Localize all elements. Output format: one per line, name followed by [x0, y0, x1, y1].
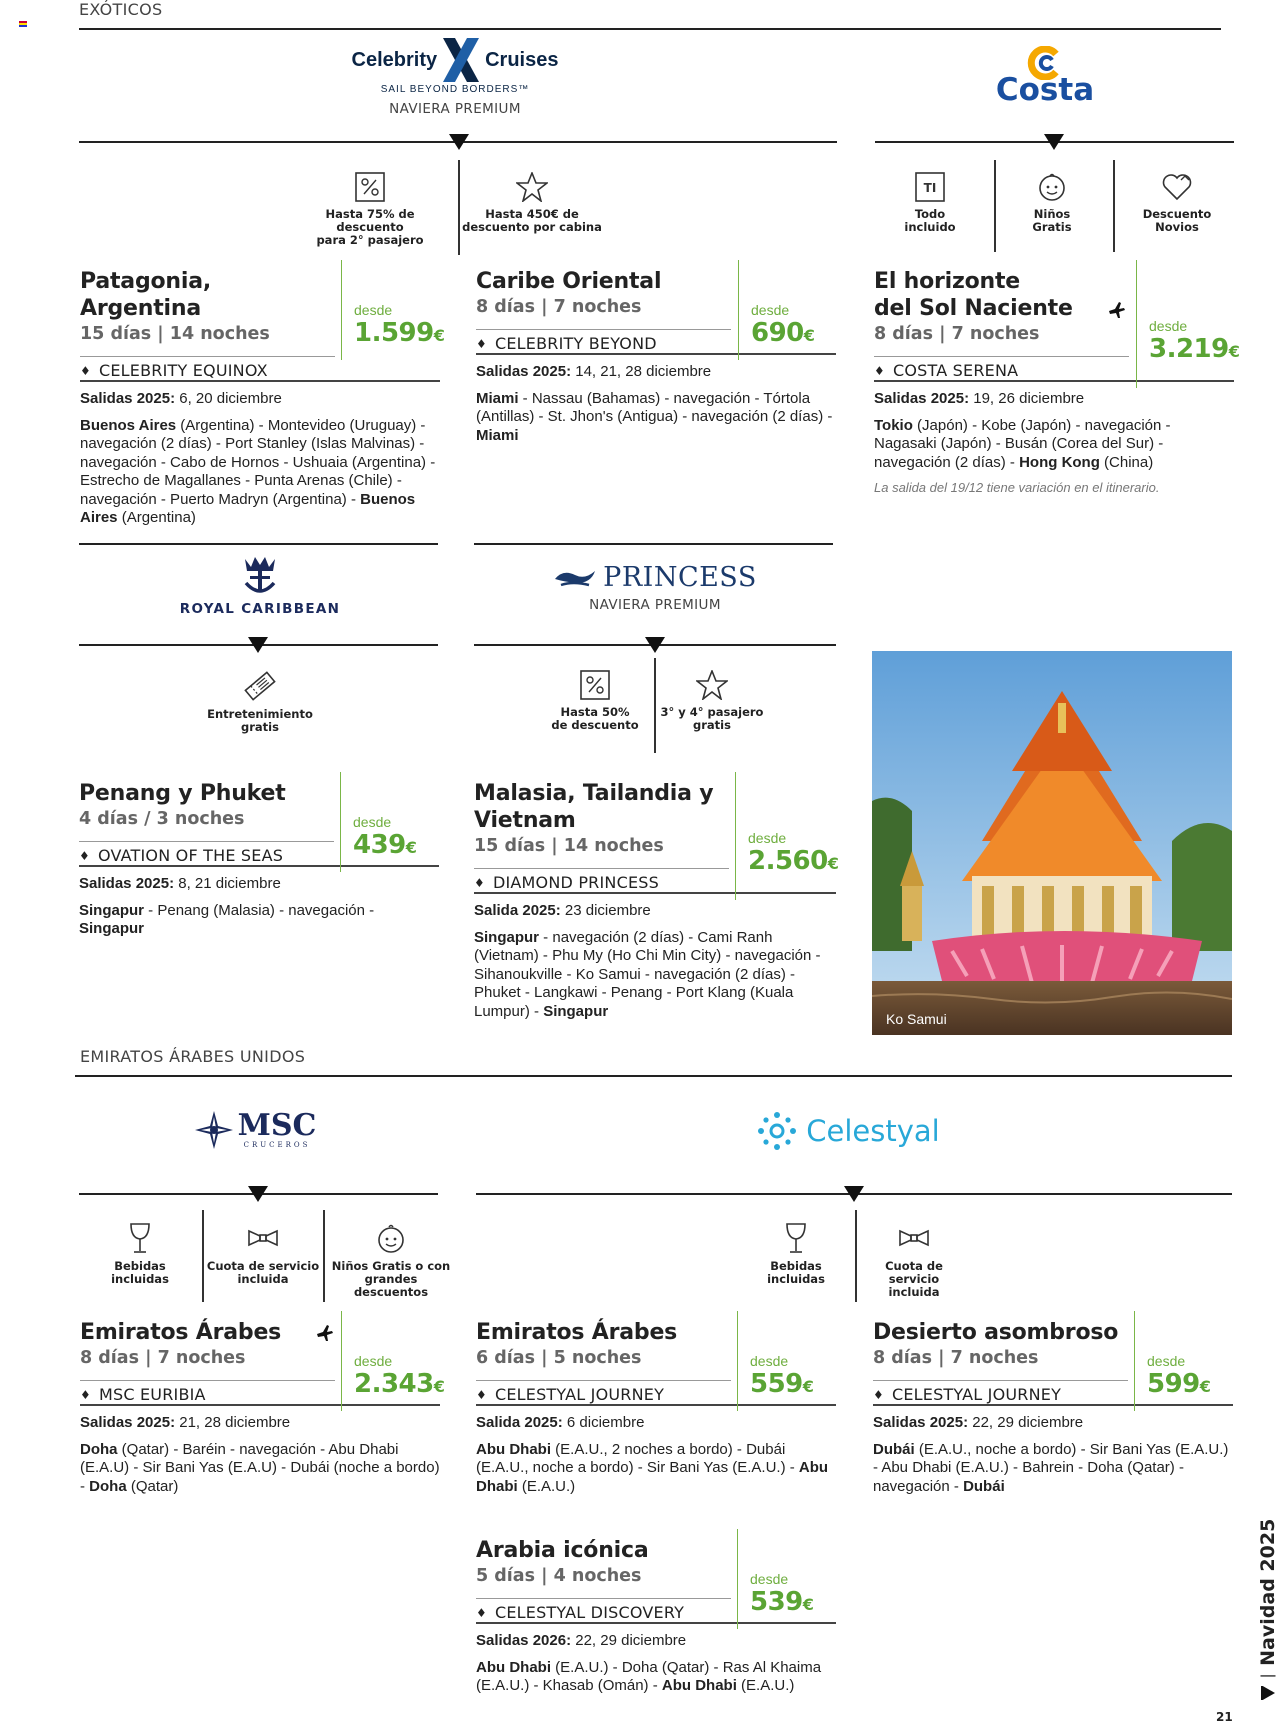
route-port-highlight: Hong Kong [1019, 453, 1100, 471]
msc-compass-icon [194, 1110, 234, 1150]
child-icon [1037, 172, 1067, 202]
benefit-line1: Todo [914, 207, 946, 221]
star-icon [516, 172, 548, 202]
benefit-line1: 3° y 4° pasajero [660, 705, 764, 719]
princess-logo [540, 562, 770, 613]
msc-name: MSC [237, 1108, 317, 1143]
celestyal-logo [748, 1110, 948, 1152]
cruise-salidas [476, 363, 836, 380]
price-box [341, 1311, 445, 1411]
salidas-label: Salidas 2026: [476, 1631, 572, 1649]
benefit-line1: Bebidas [770, 1259, 822, 1273]
benefit-line2: incluida [237, 1272, 289, 1286]
side-label-divider: | [1259, 1673, 1276, 1678]
route-port-highlight: Buenos Aires [80, 490, 416, 526]
salidas-label: Salidas 2025: [80, 1413, 176, 1431]
cruise-ship: ♦ OVATION OF THE SEAS [79, 846, 334, 865]
benefit-line1: Entretenimiento [207, 707, 313, 721]
route-text: - Nassau (Bahamas) - navegación - Tórtola (Antillas) - St. Jhon's (Antigua) - navegación (2 días) - [476, 389, 833, 425]
route-text: - Penang (Malasia) - navegación - [144, 901, 375, 919]
side-label-text: Navidad 2025 [1257, 1518, 1279, 1666]
glass-icon [127, 1222, 153, 1254]
benefit-line1: Niños [1033, 207, 1071, 221]
cruise-title: Penang y Phuket [79, 781, 286, 806]
cruise-duration: 8 días | 7 noches [874, 324, 1040, 344]
benefit-separator [855, 1210, 857, 1302]
bowtie-icon [898, 1222, 930, 1254]
price-box [1134, 1311, 1234, 1411]
price-currency: € [827, 854, 839, 873]
price-value [353, 830, 440, 860]
card-separator [80, 1380, 335, 1381]
route-text: (Qatar) [126, 1477, 179, 1495]
cruise-duration: 8 días | 7 noches [873, 1348, 1039, 1368]
cruise-title: Emiratos Árabes [476, 1320, 678, 1345]
cruise-route [79, 902, 439, 939]
cruise-salidas [80, 1414, 440, 1431]
price-value [750, 1369, 837, 1399]
princess-pointer-icon [645, 637, 665, 653]
route-text: (Japón) - Kobe (Japón) - navegación - Nagasaki (Japón) - Busán (Corea del Sur) - navegación (2 días) - [874, 416, 1171, 471]
benefit-princess-discount [545, 670, 645, 732]
cruise-salidas [80, 390, 440, 407]
salidas-dates: 6, 20 diciembre [175, 389, 282, 407]
price-desde: desde [1149, 318, 1188, 334]
princess-name: PRINCESS [603, 562, 757, 593]
benefit-line2: Novios [1155, 220, 1199, 234]
cruise-title-line2: del Sol Naciente [874, 296, 1073, 321]
route-text: (E.A.U.) - Doha (Qatar) - Ras Al Khaima (E.A.U.) - Khasab (Omán) - [476, 1658, 822, 1694]
celebrity-x-icon [441, 38, 481, 82]
price-value [1147, 1369, 1234, 1399]
route-port-highlight: Singapur [474, 928, 540, 946]
glass-icon [783, 1222, 809, 1254]
price-amount: 2.560 [748, 846, 828, 876]
benefit-msc-cuota [206, 1222, 320, 1286]
cruise-salidas [79, 875, 439, 892]
benefit-royal-entretenimiento [190, 670, 330, 734]
benefit-separator [458, 160, 460, 255]
card-separator [476, 1380, 731, 1381]
cruise-route [476, 390, 836, 446]
cruise-title: Caribe Oriental [476, 269, 662, 294]
msc-pointer-icon [248, 1186, 268, 1202]
salidas-dates: 23 diciembre [560, 901, 651, 919]
route-text: (E.A.U.) [736, 1676, 795, 1694]
celebrity-name-right: Cruises [485, 48, 559, 71]
ticket-icon [243, 670, 277, 702]
benefit-celestyal-cuota [858, 1222, 970, 1299]
star-icon [696, 670, 728, 700]
route-text: (E.A.U., noche a bordo) - Sir Bani Yas (E.A.U.) - Abu Dhabi (E.A.U.) - Bahrein - Doha (Qatar) - navegación - [873, 1440, 1229, 1495]
price-desde: desde [354, 1353, 393, 1369]
benefit-separator [994, 160, 996, 252]
cruise-salidas [873, 1414, 1233, 1431]
price-currency: € [405, 838, 417, 857]
cruise-duration: 15 días | 14 noches [80, 324, 270, 344]
route-port-highlight: Abu Dhabi [476, 1440, 551, 1458]
price-currency: € [803, 326, 815, 345]
route-port-highlight: Singapur [543, 1002, 609, 1020]
price-amount: 1.599 [354, 318, 434, 348]
costa-logo [990, 46, 1100, 108]
page-number: 21 [1216, 1710, 1233, 1724]
cruise-route [80, 1441, 440, 1497]
benefit-line1: Hasta 50% [560, 705, 630, 719]
salidas-dates: 22, 29 diciembre [968, 1413, 1084, 1431]
benefit-line1: Hasta 450€ de [485, 207, 579, 221]
route-port-highlight: Dubái [963, 1477, 1005, 1495]
cruise-ship: ♦ COSTA SERENA [874, 361, 1129, 380]
card-separator [80, 356, 335, 357]
salidas-label: Salidas 2025: [476, 362, 572, 380]
heart-icon [1161, 172, 1193, 202]
cruise-duration: 4 días / 3 noches [79, 809, 245, 829]
cruise-route [80, 417, 440, 528]
benefit-line1: Cuota de servicio [206, 1259, 320, 1273]
svg-text:TI: TI [923, 181, 937, 195]
benefit-separator [202, 1210, 204, 1302]
route-text: (Argentina) - Montevideo (Uruguay) - navegación (2 días) - Port Stanley (Islas Malvinas) - navegación - Cabo de Hornos - Ushuaia (Argentina) - Estrecho de Magallanes - Punta Arenas (Chile) - navegación - Puerto Madryn (Argentina) - [80, 416, 436, 508]
benefit-line2: Gratis [1032, 220, 1072, 234]
benefit-separator [654, 658, 656, 753]
price-amount: 2.343 [354, 1369, 434, 1399]
princess-premium-label: NAVIERA PREMIUM [589, 597, 721, 613]
photo-caption: Ko Samui [886, 1011, 947, 1027]
benefit-separator [323, 1210, 325, 1302]
benefit-line2: incluidas [111, 1272, 169, 1286]
royal-caribbean-logo [160, 555, 360, 617]
route-text: (China) [1099, 453, 1154, 471]
price-desde: desde [1147, 1353, 1186, 1369]
price-box [737, 1529, 837, 1629]
ti-icon [915, 172, 945, 202]
price-value [748, 846, 839, 876]
price-desde: desde [751, 302, 790, 318]
royal-top-divider [79, 543, 438, 545]
benefit-msc-ninos [326, 1222, 456, 1299]
cruise-route [474, 929, 836, 1022]
msc-sub: CRUCEROS [243, 1141, 311, 1149]
celebrity-pointer-icon [449, 134, 469, 150]
price-currency: € [1199, 1377, 1211, 1396]
benefit-celebrity-cabin [462, 172, 602, 234]
benefit-line1: Bebidas [114, 1259, 166, 1273]
route-port-highlight: Tokio [874, 416, 913, 434]
salidas-label: Salida 2025: [474, 901, 561, 919]
card-separator [476, 329, 731, 330]
benefit-line1: Cuota de servicio [885, 1259, 943, 1286]
price-desde: desde [750, 1571, 789, 1587]
celestyal-pointer-icon [844, 1186, 864, 1202]
price-value [354, 318, 445, 348]
side-label [1257, 1519, 1279, 1700]
cruise-note: La salida del 19/12 tiene variación en el itinerario. [874, 480, 1160, 495]
price-amount: 539 [750, 1587, 803, 1617]
cruise-title: Arabia icónica [476, 1538, 649, 1563]
price-box [340, 772, 440, 872]
price-box [341, 260, 445, 360]
price-value [750, 1587, 837, 1617]
price-amount: 439 [353, 830, 406, 860]
price-currency: € [802, 1377, 814, 1396]
salidas-dates: 22, 29 diciembre [571, 1631, 687, 1649]
salidas-label: Salidas 2025: [873, 1413, 969, 1431]
route-port-highlight: Dubái [873, 1440, 915, 1458]
card-underline [80, 380, 440, 382]
route-port-highlight: Singapur [79, 920, 145, 937]
triangle-right-icon [1260, 1686, 1276, 1700]
section-divider [79, 28, 1221, 30]
price-amount: 3.219 [1149, 334, 1229, 364]
cruise-title-line1: El horizonte [874, 269, 1021, 294]
benefit-celestyal-bebidas [746, 1222, 846, 1286]
cruise-salidas [476, 1414, 836, 1431]
price-currency: € [1228, 342, 1240, 361]
cruise-route [476, 1441, 836, 1497]
cruise-route [874, 417, 1234, 473]
flag-mark-icon [19, 21, 27, 27]
benefit-msc-bebidas [90, 1222, 190, 1286]
royal-pointer-icon [248, 637, 268, 653]
salidas-label: Salidas 2025: [874, 389, 970, 407]
price-desde: desde [353, 814, 392, 830]
price-box [1136, 260, 1240, 388]
salidas-label: Salidas 2025: [80, 389, 176, 407]
benefit-line2: de descuento [551, 718, 639, 732]
benefit-celebrity-discount [290, 172, 450, 247]
cruise-ship: ♦ CELESTYAL JOURNEY [873, 1385, 1128, 1404]
route-port-highlight: Singapur [79, 901, 145, 919]
price-currency: € [433, 326, 445, 345]
benefit-line2: incluidas [767, 1272, 825, 1286]
price-currency: € [802, 1595, 814, 1614]
section-title-emiratos: EMIRATOS ÁRABES UNIDOS [80, 1047, 306, 1066]
price-box [738, 260, 838, 360]
route-port-highlight: Miami [476, 389, 519, 407]
costa-name: Costa [995, 72, 1095, 108]
route-text: (E.A.U.) [517, 1477, 576, 1495]
card-separator [476, 1598, 731, 1599]
cruise-route [476, 1659, 836, 1695]
percent-icon [580, 670, 610, 700]
cruise-salidas [476, 1632, 836, 1649]
benefit-line2: descuento por cabina [462, 220, 602, 234]
benefit-costa-todo [880, 172, 980, 234]
benefit-line1: Descuento [1142, 207, 1212, 221]
salidas-dates: 21, 28 diciembre [175, 1413, 291, 1431]
section-divider [75, 1075, 1232, 1077]
benefit-line1: Hasta 75% de descuento [325, 207, 415, 234]
cruise-ship: ♦ DIAMOND PRINCESS [474, 873, 729, 892]
benefit-line2: incluida [888, 1285, 940, 1299]
salidas-label: Salidas 2025: [79, 874, 175, 892]
card-separator [874, 356, 1129, 357]
price-desde: desde [354, 302, 393, 318]
route-port-highlight: Doha [80, 1440, 118, 1458]
plane-icon [315, 1323, 335, 1343]
salidas-label: Salida 2025: [476, 1413, 563, 1431]
cruise-title: Emiratos Árabes [80, 1320, 282, 1345]
temple-illustration [872, 651, 1232, 1035]
child-icon [376, 1222, 406, 1254]
price-value [354, 1369, 445, 1399]
cruise-route [873, 1441, 1233, 1497]
ko-samui-photo [872, 651, 1232, 1035]
price-box [735, 772, 839, 900]
route-port-highlight: Abu Dhabi [661, 1676, 737, 1694]
crown-anchor-icon [241, 555, 279, 597]
celebrity-logo [340, 38, 570, 117]
cruise-duration: 5 días | 4 noches [476, 1566, 642, 1586]
route-text: (E.A.U., 2 noches a bordo) - Dubái (E.A.U., noche a bordo) - Sir Bani Yas (E.A.U.) - [476, 1440, 799, 1476]
celebrity-tagline: SAIL BEYOND BORDERS™ [380, 84, 530, 95]
benefit-line2: gratis [693, 718, 731, 732]
cruise-duration: 15 días | 14 noches [474, 836, 664, 856]
princess-top-divider [474, 543, 833, 545]
cruise-duration: 8 días | 7 noches [80, 1348, 246, 1368]
cruise-ship: ♦ CELESTYAL JOURNEY [476, 1385, 731, 1404]
benefit-princess-pasajero [658, 670, 766, 732]
price-value [1149, 334, 1240, 364]
benefit-line1: Niños Gratis o con [331, 1259, 451, 1273]
cruise-ship: ♦ CELEBRITY BEYOND [476, 334, 731, 353]
celebrity-name-left: Celebrity [351, 48, 438, 71]
benefit-line2: gratis [241, 720, 279, 734]
cruise-title-line2: Vietnam [474, 808, 576, 833]
salidas-dates: 14, 21, 28 diciembre [571, 362, 712, 380]
salidas-dates: 6 diciembre [562, 1413, 645, 1431]
route-port-highlight: Buenos Aires [80, 416, 177, 434]
price-desde: desde [750, 1353, 789, 1369]
price-amount: 599 [1147, 1369, 1200, 1399]
costa-pointer-icon [1044, 134, 1064, 150]
card-separator [873, 1380, 1128, 1381]
benefit-line2: para 2° pasajero [316, 233, 424, 247]
celestyal-sun-icon [756, 1110, 798, 1152]
plane-icon [1107, 300, 1127, 320]
benefit-line2: grandes descuentos [353, 1272, 429, 1299]
msc-logo [185, 1110, 325, 1150]
price-box [737, 1311, 837, 1411]
cruise-ship: ♦ CELEBRITY EQUINOX [80, 361, 335, 380]
benefit-separator [1113, 160, 1115, 252]
cruise-ship: ♦ CELESTYAL DISCOVERY [476, 1603, 731, 1622]
route-text: (Argentina) [117, 509, 196, 526]
cruise-salidas [874, 390, 1234, 407]
price-amount: 559 [750, 1369, 803, 1399]
section-title-exoticos: EXÓTICOS [79, 0, 163, 19]
price-currency: € [433, 1377, 445, 1396]
celestyal-name: Celestyal [806, 1114, 940, 1148]
benefit-costa-ninos [1000, 172, 1104, 234]
benefit-costa-novios [1120, 172, 1234, 234]
cruise-title: Patagonia, Argentina [80, 269, 212, 321]
salidas-dates: 19, 26 diciembre [969, 389, 1085, 407]
cruise-salidas [474, 902, 836, 919]
route-port-highlight: Abu Dhabi [476, 1658, 551, 1676]
cruise-duration: 8 días | 7 noches [476, 297, 642, 317]
route-text: (Qatar) - Baréin - navegación - Abu Dhabi (E.A.U) - Sir Bani Yas (E.A.U) - Dubái (noche a bordo) - [80, 1440, 440, 1495]
card-separator [474, 868, 729, 869]
percent-icon [355, 172, 385, 202]
cruise-title-line1: Malasia, Tailandia y [474, 781, 714, 806]
cruise-title: Desierto asombroso [873, 1320, 1119, 1345]
price-amount: 690 [751, 318, 804, 348]
route-port-highlight: Miami [476, 426, 519, 444]
benefit-line2: incluido [904, 220, 956, 234]
royal-caribbean-name: ROYAL CARIBBEAN [179, 601, 341, 617]
princess-wave-icon [553, 567, 597, 589]
route-port-highlight: Doha [89, 1477, 127, 1495]
route-port-highlight: Abu Dhabi [476, 1459, 829, 1495]
price-desde: desde [748, 830, 787, 846]
price-value [751, 318, 838, 348]
route-text: - navegación (2 días) - Cami Ranh (Vietnam) - Phu My (Ho Chi Min City) - navegación - Sihanoukville - Ko Samui - navegación (2 días) - Phuket - Langkawi - Penang - Port Klang (Kuala Lumpur) - [474, 928, 821, 1020]
salidas-dates: 8, 21 diciembre [174, 874, 281, 892]
celebrity-premium-label: NAVIERA PREMIUM [389, 101, 521, 117]
bowtie-icon [247, 1222, 279, 1254]
cruise-ship: ♦ MSC EURIBIA [80, 1385, 335, 1404]
card-separator [79, 841, 334, 842]
cruise-duration: 6 días | 5 noches [476, 1348, 642, 1368]
